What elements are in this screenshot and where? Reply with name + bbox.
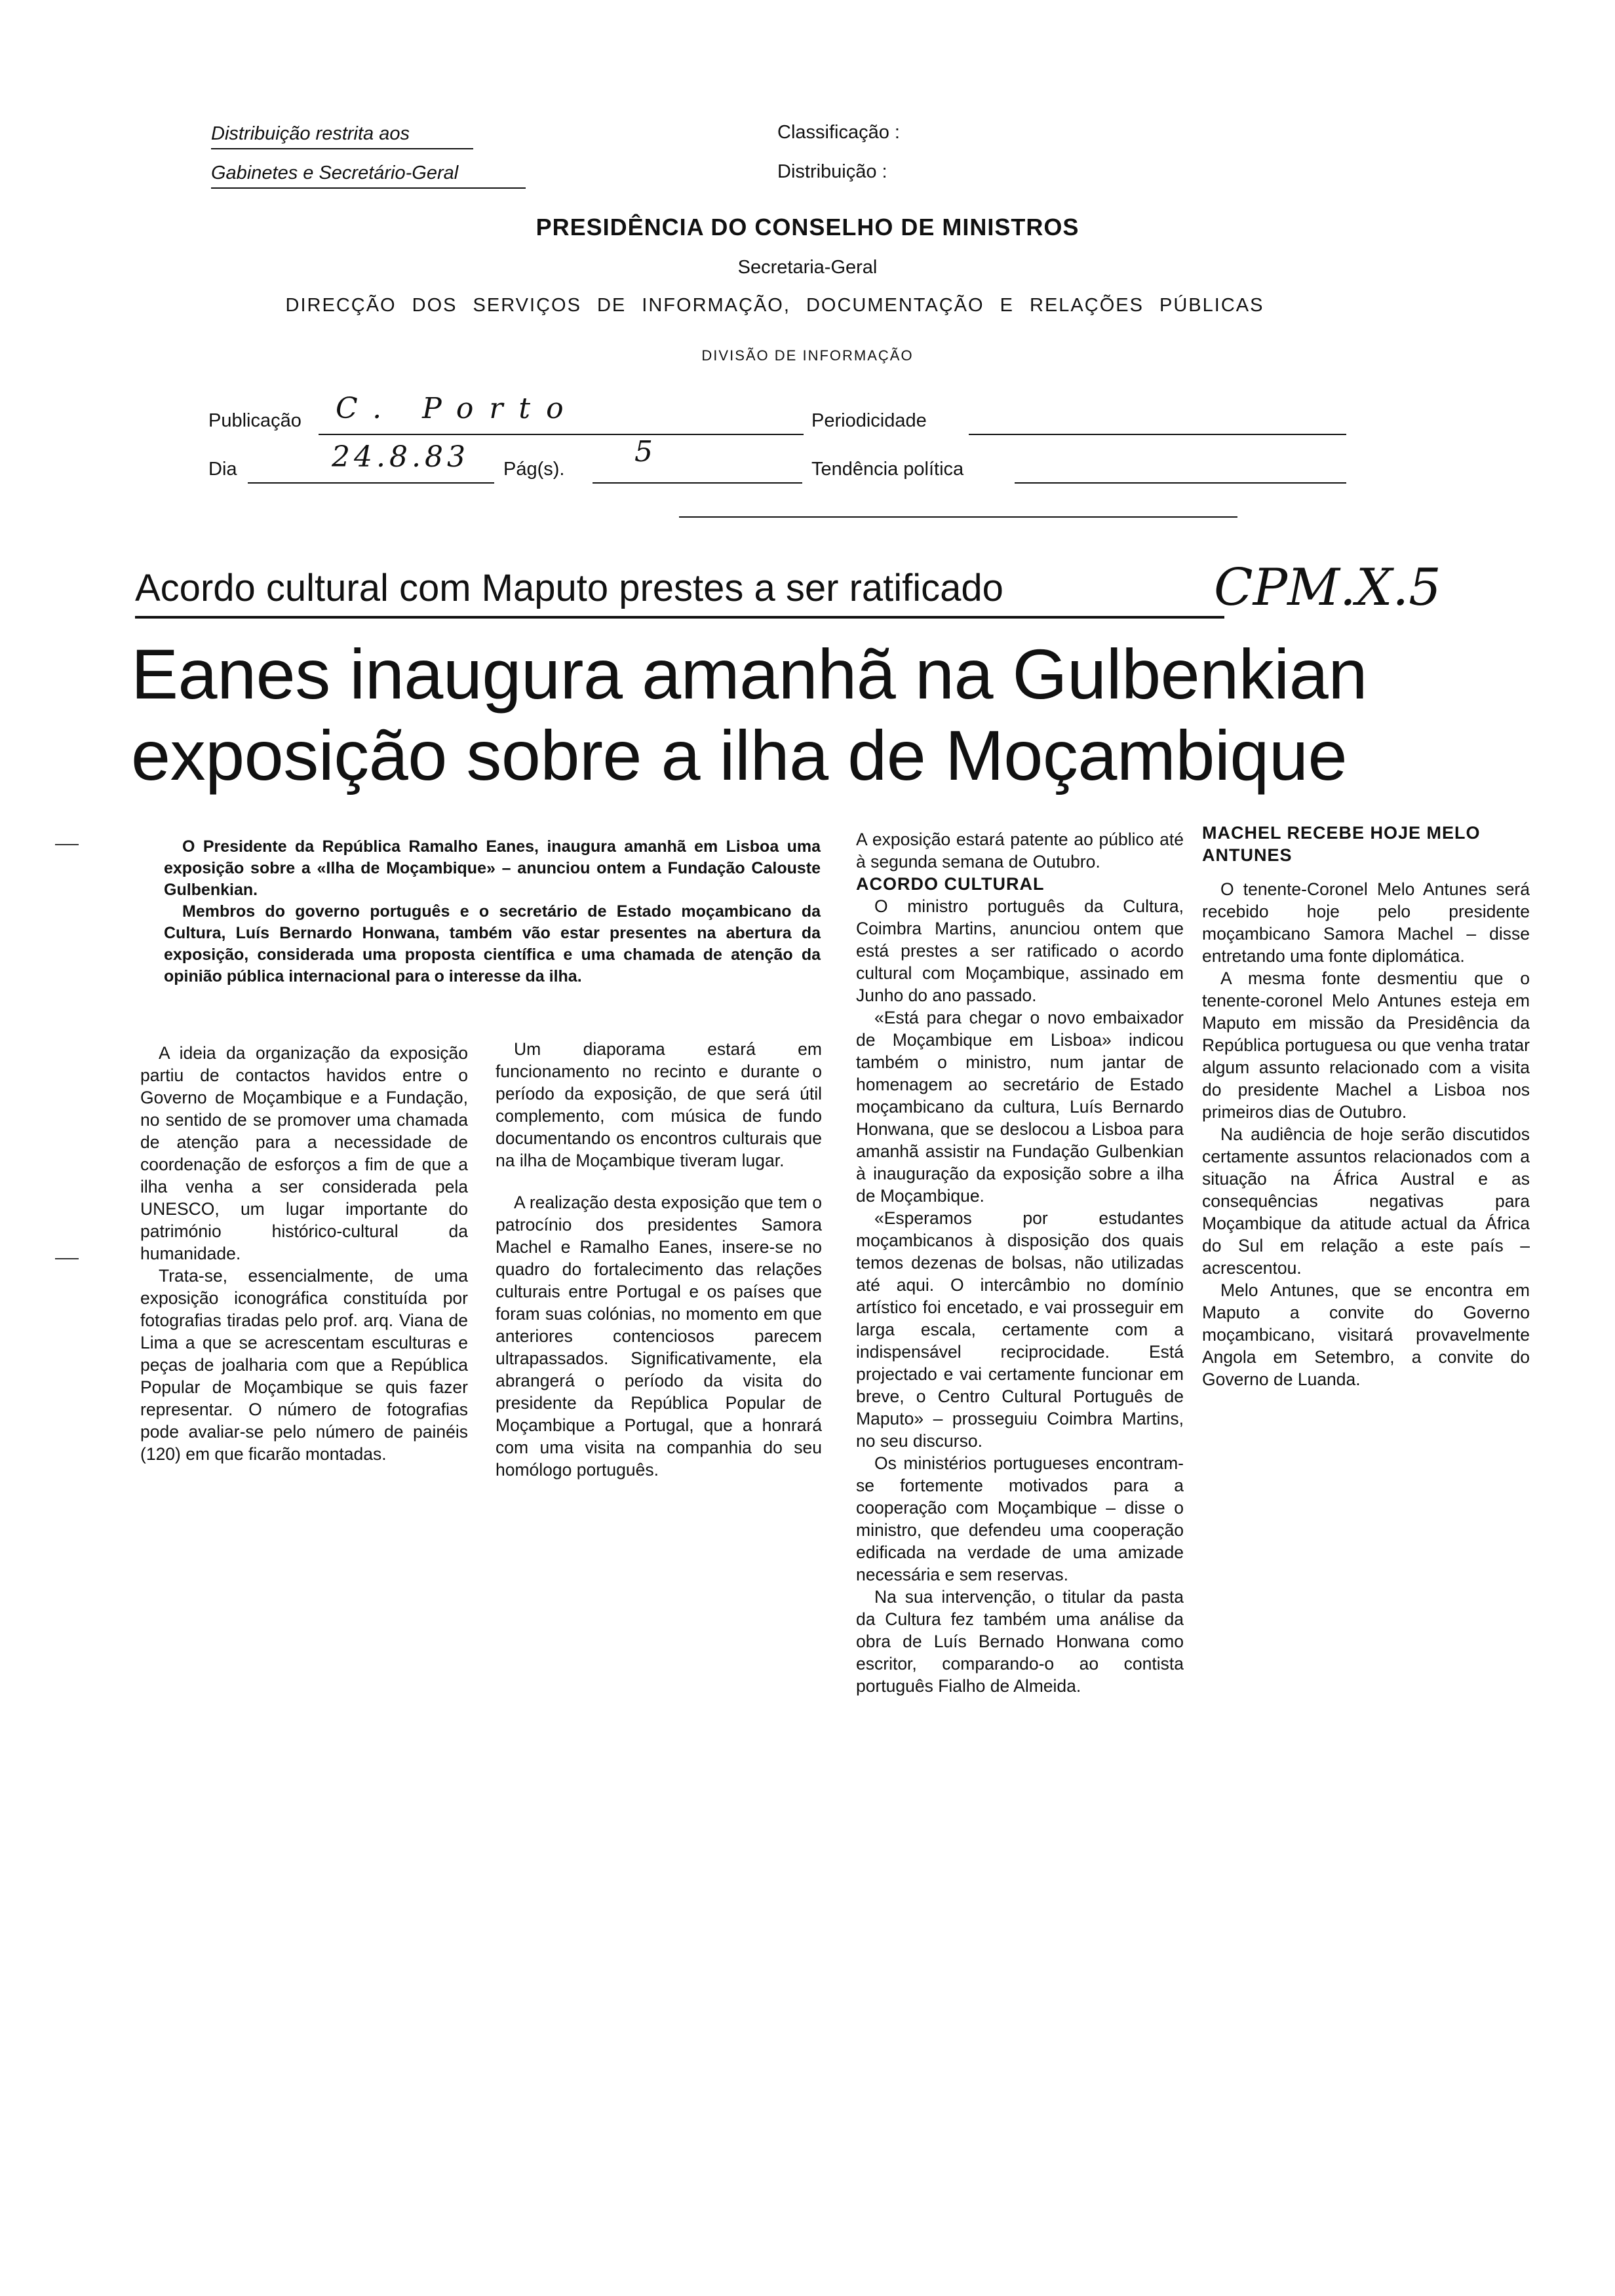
article-column-2 [496,1038,822,1481]
periodicity-field-line [969,434,1346,435]
col4-paragraph-2: A mesma fonte desmentiu que o tenente-coronel Melo Antunes esteja em Maputo em missão da Presidência da República portuguesa ou que venha tratar algum assunto relacionado com a visita do presidente Machel a Lisboa nos primeiros dias de Outubro. [1202,968,1530,1122]
distribution-restriction-line2: Gabinetes e Secretário-Geral [211,163,459,183]
article-column-1 [140,1042,468,1465]
division-line: DIVISÃO DE INFORMAÇÃO [701,347,914,364]
col1-paragraph-1: A ideia da organização da exposição partiu de contactos havidos entre o Governo de Moçambique e a Fundação, no sentido de se promover uma chamada de atenção para a necessidade de coordenação de esforços a fim de que a ilha venha a ser considerada pela UNESCO, um lugar importante do património histórico-cultural da humanidade. [140,1043,468,1263]
headline-line1: Eanes inaugura amanhã na Gulbenkian [131,634,1367,714]
classification-label: Classificação : [777,122,900,143]
org-subtitle: Secretaria-Geral [737,257,878,278]
distribution-underline [211,148,473,149]
article-kicker: Acordo cultural com Maputo prestes a ser ratificado [135,567,1003,609]
pages-field-line [593,482,802,484]
col3-paragraph-3: «Está para chegar o novo embaixador de Moçambique em Lisboa» indicou também o ministro, num jantar de homenagem ao secretário de Estado moçambicano da cultura, Luís Bernardo Honwana, que se deslocou a Lisboa para amanhã assistir na Fundação Gulbenkian à inauguração da exposição sobre a ilha de Moçambique. [856,1008,1184,1206]
day-label: Dia [208,459,237,480]
article-column-4 [1202,822,1530,1390]
pages-handwritten-value: 5 [634,435,653,469]
distribution-underline-2 [211,187,526,189]
col3-paragraph-5: Os ministérios portugueses encontram-se fortemente motivados para a cooperação com Moçambique – disse o ministro, que defendeu uma cooperação edificada na verdade de uma amizade necessária e sem reservas. [856,1453,1184,1584]
archive-annotation: CPM.X.5 [1214,558,1441,617]
publication-handwritten-value: C. Porto [336,392,579,425]
col3-paragraph-6: Na sua intervenção, o titular da pasta da Cultura fez também uma análise da obra de Luís Bernado Honwana como escritor, comparando-o ao contista português Fialho de Almeida. [856,1587,1184,1696]
col3-subheading: ACORDO CULTURAL [856,874,1045,894]
col1-paragraph-2: Trata-se, essencialmente, de uma exposição iconográfica constituída por fotografias tiradas pelo prof. arq. Viana de Lima a que se acrescentam esculturas e peças de joalharia com que a República Popular de Moçambique se quis fazer representar. O número de fotografias pode avaliar-se pelo número de painéis (120) em que ficarão montadas. [140,1266,468,1464]
distribution-label: Distribuição : [777,161,887,182]
col4-paragraph-3: Na audiência de hoje serão discutidos certamente assuntos relacionados com a situação na África Austral e as consequências negativas para Moçambique da atitude actual da África do Sul em relação a este país – acrescentou. [1202,1124,1530,1278]
org-title: PRESIDÊNCIA DO CONSELHO DE MINISTROS [535,214,1080,240]
col4-paragraph-4: Melo Antunes, que se encontra em Maputo a convite do Governo moçambicano, visitará provavelmente Angola em Setembro, a convite do Governo de Luanda. [1202,1280,1530,1389]
day-field-line [248,482,494,484]
col3-paragraph-4: «Esperamos por estudantes moçambicanos à disposição dos quais temos dezenas de bolsas, não utilizadas até aqui. O intercâmbio no domínio artístico foi encetado, e vai prosseguir em larga escala, certamente com a indispensável reciprocidade. Está projectado e vai certamente funcionar em breve, o Centro Cultural Português de Maputo» – prosseguiu Coimbra Martins, no seu discurso. [856,1208,1184,1451]
col2-paragraph-1: Um diaporama estará em funcionamento no recinto e durante o período da exposição, de que será útil complemento, com música de fundo documentando os encontros culturais que na ilha de Moçambique tiveram lugar. [496,1039,822,1170]
headline-line2: exposição sobre a ilha de Moçambique [131,716,1348,795]
tendency-field-line [1015,482,1346,484]
col3-paragraph-1: A exposição estará patente ao público até à segunda semana de Outubro. [856,830,1184,871]
publication-label: Publicação [208,410,302,431]
article-lead [164,836,821,987]
pages-label: Pág(s). [503,459,565,480]
periodicity-label: Periodicidade [811,410,927,431]
form-separator [679,516,1237,518]
col3-paragraph-2: O ministro português da Cultura, Coimbra Martins, anunciou ontem que está prestes a ser ratificado o acordo cultural com Moçambique, assinado em Junho do ano passado. [856,896,1184,1005]
scan-mark-dash [55,844,79,845]
kicker-underline [135,616,1224,619]
col4-subheading: MACHEL RECEBE HOJE MELO ANTUNES [1202,823,1481,865]
article-column-3 [856,828,1184,1697]
scan-mark-dash-2 [55,1258,79,1259]
day-handwritten-value: 24.8.83 [332,440,469,474]
lead-paragraph-1: O Presidente da República Ramalho Eanes, inaugura amanhã em Lisboa uma exposição sobre a «Ilha de Moçambique» – anunciou ontem a Fundação Calouste Gulbenkian. [164,837,821,899]
tendency-label: Tendência política [811,459,964,480]
col2-paragraph-2: A realização desta exposição que tem o patrocínio dos presidentes Samora Machel e Ramalho Eanes, insere-se no quadro do fortalecimento das relações culturais entre Portugal e os países que foram suas colónias, no momento em que anteriores contenciosos parecem ultrapassados. Significativamente, ela abrangerá o período da visita do presidente da República Popular de Moçambique a Portugal, que a honrará com uma visita na companhia do seu homólogo português. [496,1193,822,1480]
publication-field-line [319,434,804,435]
lead-paragraph-2: Membros do governo português e o secretário de Estado moçambicano da Cultura, Luís Bernardo Honwana, também vão estar presentes na abertura da exposição, considerada uma proposta científica e uma chamada de atenção da opinião pública internacional para o interesse da ilha. [164,902,821,985]
direction-line: DIRECÇÃO DOS SERVIÇOS DE INFORMAÇÃO, DOCUMENTAÇÃO E RELAÇÕES PÚBLICAS [285,295,1264,316]
col4-paragraph-1: O tenente-Coronel Melo Antunes será recebido hoje pelo presidente moçambicano Samora Machel – disse entretando uma fonte diplomática. [1202,879,1530,966]
distribution-restriction-line1: Distribuição restrita aos [211,123,410,144]
